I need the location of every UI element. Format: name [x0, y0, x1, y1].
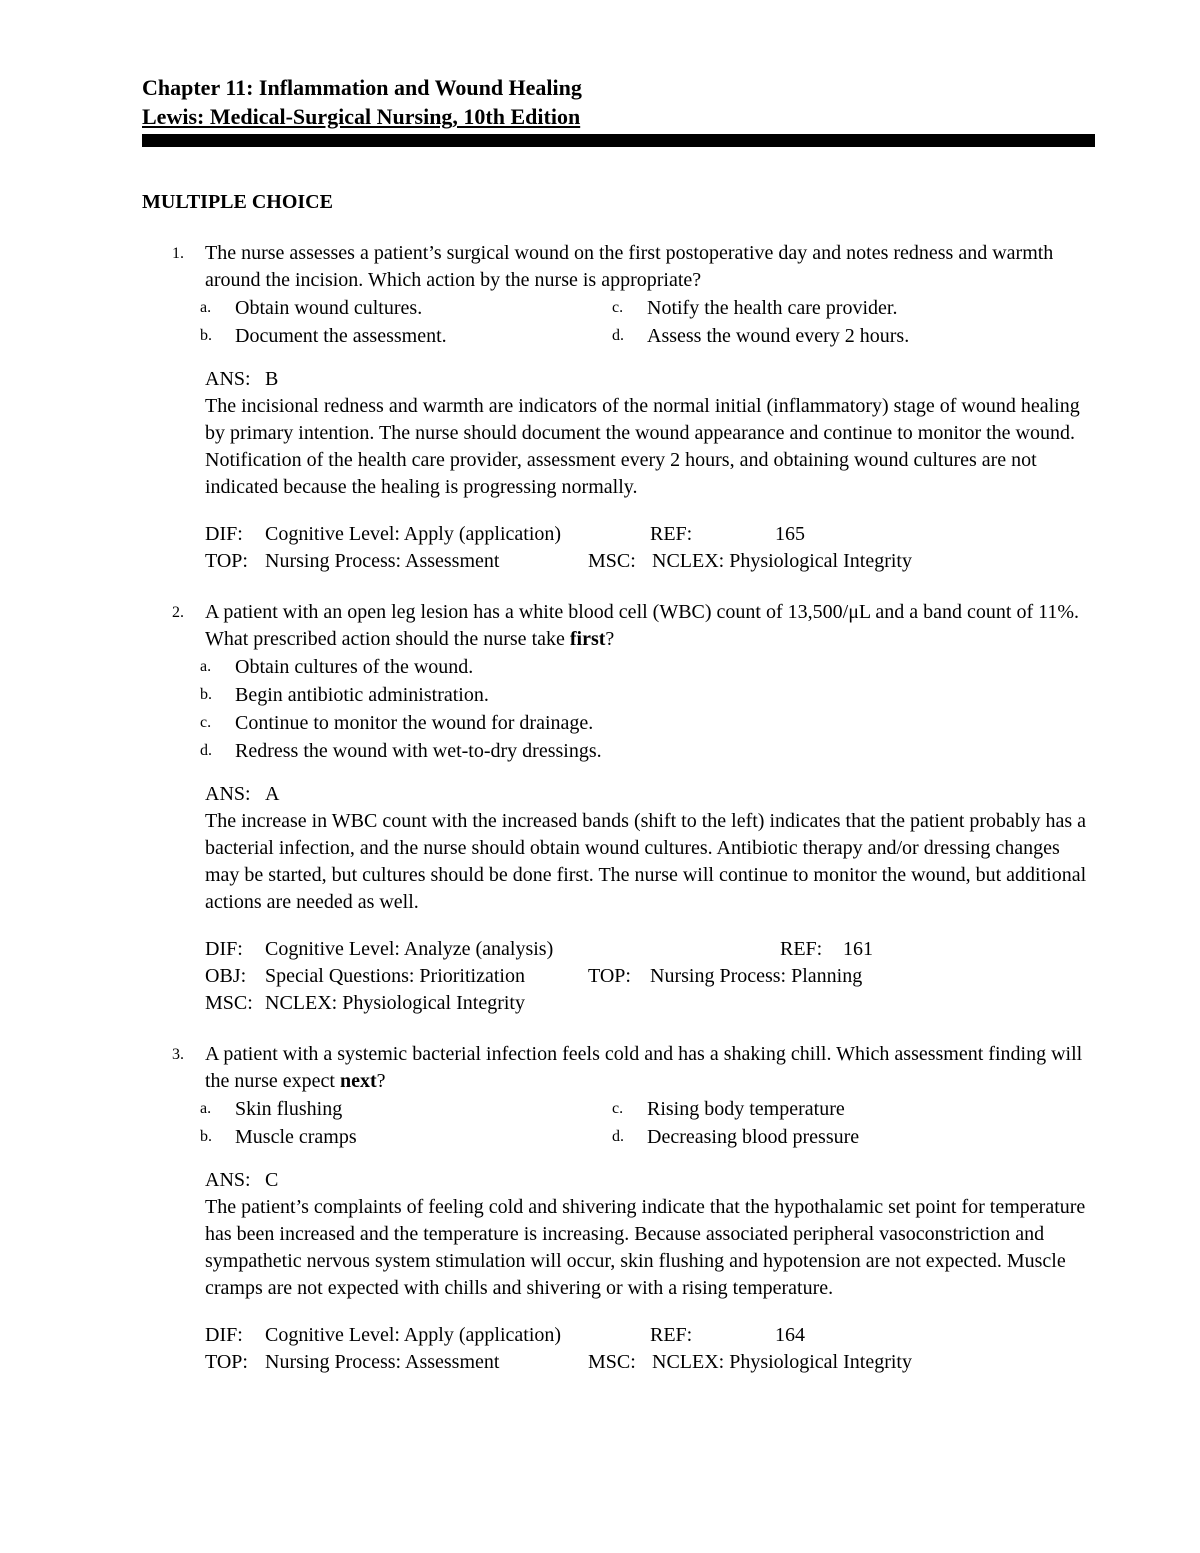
option-text: Rising body temperature: [647, 1098, 845, 1120]
option-b: [200, 681, 1095, 709]
option-a: [200, 294, 612, 322]
option-c: [612, 1095, 1095, 1123]
answer-label: ANS:: [205, 368, 251, 390]
question-stem-suffix: ?: [605, 628, 615, 650]
answer-label: ANS:: [205, 1169, 251, 1191]
meta-line-msc: [205, 990, 1095, 1017]
meta-line-dif-ref: [205, 521, 1095, 548]
option-d: [612, 322, 1095, 350]
question-stem-text: A patient with an open leg lesion has a white blood cell (WBC) count of 13,500/μL and a band count of 11%. What prescribed action should the nurse take: [205, 601, 1080, 650]
options-list: [200, 1095, 1095, 1151]
options-list: [200, 653, 1095, 765]
meta-label-top: TOP:: [205, 550, 248, 572]
option-text: Continue to monitor the wound for drainage.: [235, 712, 594, 734]
meta-label-dif: DIF:: [205, 938, 243, 960]
option-a: [200, 653, 1095, 681]
rationale-text: The patient’s complaints of feeling cold and shivering indicate that the hypothalamic set point for temperature has been increased and the temperature is increasing. Because associated peripheral vasoconstriction and sympathetic nervous system stimulation will occur, skin flushing and hypotension are not expected. Muscle cramps are not expected with chills and shivering or with a rising temperature.: [205, 1196, 1086, 1299]
question-stem-text: A patient with a systemic bacterial infection feels cold and has a shaking chill. Which assessment finding will the nurse expect: [205, 1043, 1083, 1092]
option-letter: b.: [200, 327, 212, 344]
answer-line: [205, 1167, 1095, 1194]
meta-label-obj: OBJ:: [205, 965, 247, 987]
option-text: Obtain cultures of the wound.: [235, 656, 474, 678]
question-block: [142, 1041, 1095, 1376]
option-c: [200, 709, 1095, 737]
question-stem-row: [142, 240, 1095, 294]
meta-value-ref: 164: [775, 1324, 805, 1346]
meta-label-msc: MSC:: [205, 992, 253, 1014]
option-text: Assess the wound every 2 hours.: [647, 325, 910, 347]
option-text: Decreasing blood pressure: [647, 1126, 860, 1148]
meta-label-dif: DIF:: [205, 1324, 243, 1346]
meta-label-top: TOP:: [588, 965, 631, 987]
options-list: [200, 294, 1095, 350]
meta-line-top-msc: [205, 548, 1095, 575]
question-stem-suffix: ?: [376, 1070, 386, 1092]
option-b: [200, 322, 612, 350]
question-number: 2.: [172, 604, 184, 621]
meta-value-dif: Cognitive Level: Apply (application): [265, 523, 562, 545]
option-text: Notify the health care provider.: [647, 297, 898, 319]
section-heading: MULTIPLE CHOICE: [142, 191, 333, 213]
meta-value-ref: 165: [775, 523, 805, 545]
meta-label-ref: REF:: [780, 938, 823, 960]
question-stem-row: [142, 1041, 1095, 1095]
option-letter: b.: [200, 686, 212, 703]
option-text: Skin flushing: [235, 1098, 343, 1120]
meta-value-msc: NCLEX: Physiological Integrity: [652, 1351, 912, 1373]
meta-value-dif: Cognitive Level: Apply (application): [265, 1324, 562, 1346]
option-letter: c.: [200, 714, 212, 731]
meta-label-msc: MSC:: [588, 550, 636, 572]
question-stem-bold: next: [339, 1070, 377, 1092]
meta-value-top: Nursing Process: Assessment: [265, 550, 500, 572]
document-title: Chapter 11: Inflammation and Wound Healing: [142, 75, 582, 100]
meta-value-dif: Cognitive Level: Analyze (analysis): [265, 938, 554, 960]
question-block: [142, 240, 1095, 575]
question-stem: [205, 240, 1095, 294]
option-a: [200, 1095, 612, 1123]
header-divider-bar: [142, 134, 1095, 147]
answer-value: C: [265, 1169, 279, 1191]
option-letter: c.: [612, 299, 624, 316]
option-d: [612, 1123, 1095, 1151]
document-subtitle: Lewis: Medical-Surgical Nursing, 10th Edition: [142, 104, 581, 129]
answer-value: B: [265, 368, 279, 390]
option-text: Obtain wound cultures.: [235, 297, 423, 319]
question-number: 1.: [172, 245, 184, 262]
meta-block: [205, 521, 1095, 575]
question-stem-text: The nurse assesses a patient’s surgical wound on the first postoperative day and notes redness and warmth around the incision. Which action by the nurse is appropriate?: [205, 242, 1054, 291]
question-stem-row: [142, 599, 1095, 653]
meta-value-ref: 161: [843, 938, 873, 960]
option-letter: b.: [200, 1128, 212, 1145]
meta-block: [205, 1322, 1095, 1376]
option-letter: a.: [200, 658, 212, 675]
option-text: Muscle cramps: [235, 1126, 357, 1148]
question-number: 3.: [172, 1046, 184, 1063]
question-block: [142, 599, 1095, 1017]
meta-block: [205, 936, 1095, 1017]
option-b: [200, 1123, 612, 1151]
meta-value-top: Nursing Process: Planning: [650, 965, 863, 987]
option-text: Begin antibiotic administration.: [235, 684, 489, 706]
meta-label-dif: DIF:: [205, 523, 243, 545]
option-letter: c.: [612, 1100, 624, 1117]
meta-label-top: TOP:: [205, 1351, 248, 1373]
answer-line: [205, 366, 1095, 393]
meta-line-obj-top: [205, 963, 1095, 990]
question-stem: [205, 1041, 1095, 1095]
option-text: Document the assessment.: [235, 325, 447, 347]
option-c: [612, 294, 1095, 322]
option-letter: d.: [612, 1128, 624, 1145]
rationale-text: The increase in WBC count with the increased bands (shift to the left) indicates that the patient probably has a bacterial infection, and the nurse should obtain wound cultures. Antibiotic therapy and/or dressing changes may be started, but cultures should be done first. The nurse will continue to monitor the wound, but additional actions are needed as well.: [205, 810, 1087, 913]
meta-value-msc: NCLEX: Physiological Integrity: [652, 550, 912, 572]
meta-label-ref: REF:: [650, 523, 693, 545]
option-letter: d.: [200, 742, 212, 759]
option-letter: a.: [200, 1100, 212, 1117]
answer-line: [205, 781, 1095, 808]
meta-line-dif-ref: [205, 1322, 1095, 1349]
answer-label: ANS:: [205, 783, 251, 805]
meta-line-top-msc: [205, 1349, 1095, 1376]
document-header: [142, 73, 1095, 147]
meta-value-msc: NCLEX: Physiological Integrity: [265, 992, 525, 1014]
option-text: Redress the wound with wet-to-dry dressings.: [235, 740, 602, 762]
option-letter: a.: [200, 299, 212, 316]
question-stem-bold: first: [569, 628, 606, 650]
meta-label-msc: MSC:: [588, 1351, 636, 1373]
meta-value-top: Nursing Process: Assessment: [265, 1351, 500, 1373]
meta-label-ref: REF:: [650, 1324, 693, 1346]
meta-value-obj: Special Questions: Prioritization: [265, 965, 525, 987]
question-stem: [205, 599, 1095, 653]
option-d: [200, 737, 1095, 765]
option-letter: d.: [612, 327, 624, 344]
rationale-text: The incisional redness and warmth are indicators of the normal initial (inflammatory) stage of wound healing by primary intention. The nurse should document the wound appearance and continue to monitor the wound. Notification of the health care provider, assessment every 2 hours, and obtaining wound cultures are not indicated because the healing is progressing normally.: [205, 395, 1080, 498]
meta-line-dif-ref: [205, 936, 1095, 963]
answer-value: A: [265, 783, 280, 805]
